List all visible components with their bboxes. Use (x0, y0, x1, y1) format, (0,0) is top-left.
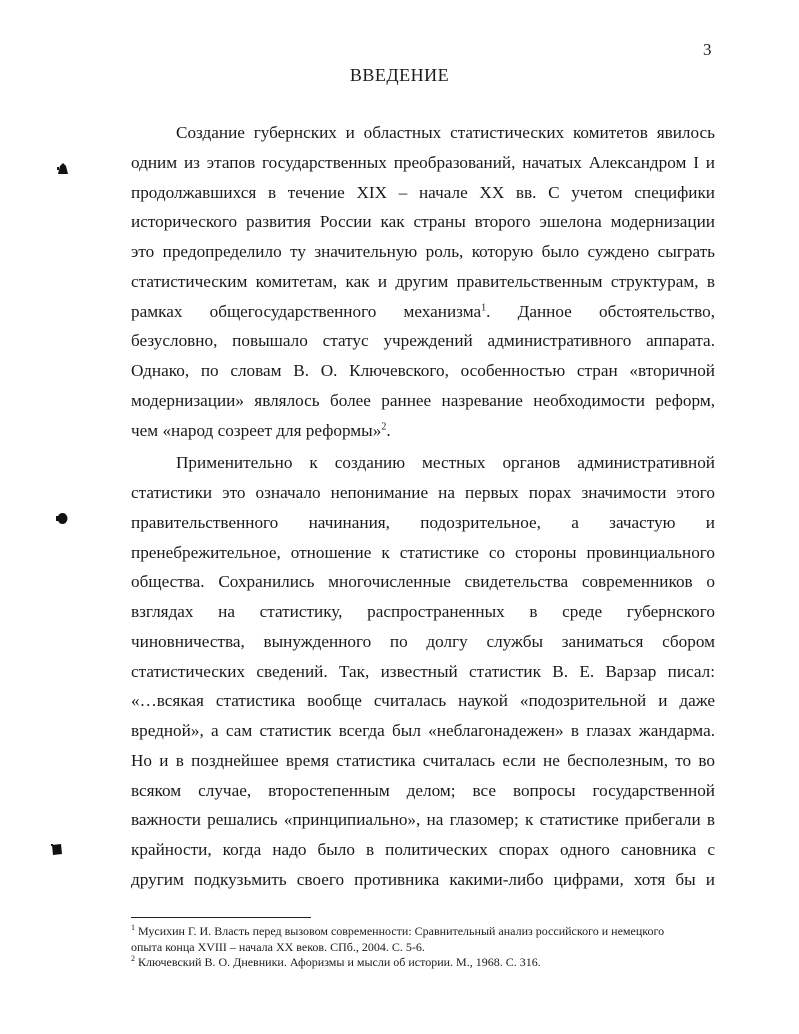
text-fragment: чем «народ созреет для реформы» (131, 420, 382, 440)
footnote-text: Мусихин Г. И. Власть перед вызовом современности: Сравнительный анализ российского и немецкого (138, 924, 665, 938)
footnote-text: Ключевский В. О. Дневники. Афоризмы и мысли об истории. М., 1968. С. 316. (138, 955, 541, 969)
binding-hole-mark-icon (57, 162, 69, 175)
text-line: модернизации» являлось более раннее назревание необходимости реформ, (131, 390, 715, 410)
footnotes (131, 924, 716, 971)
text-line: всяком случае, второстепенным делом; все вопросы государственной (131, 780, 715, 800)
footnote-mark: 1 (131, 923, 135, 932)
text-line: важности решались «принципиально», на глазомер; к статистике прибегали в (131, 810, 715, 830)
page-title: ВВЕДЕНИЕ (349, 65, 450, 85)
footnote-ref-2[interactable]: 2 (381, 420, 387, 432)
text-fragment: рамках общегосударственного механизма (131, 301, 482, 321)
text-fragment: . (386, 420, 391, 440)
text-line: Применительно к созданию местных органов административной (176, 453, 715, 473)
footnote-mark: 2 (131, 954, 135, 963)
text-line: крайности, когда надо было в политических спорах одного сановника с (131, 840, 715, 859)
text-line: правительственного начинания, подозрительное, а зачастую и (131, 512, 715, 532)
paragraph-2 (131, 448, 715, 894)
text-line: продолжавшихся в течение XIX – начале XX вв. С учетом специфики (131, 182, 715, 202)
text-line (131, 297, 715, 327)
text-line: это предопределило ту значительную роль, которую было суждено сыграть (131, 242, 715, 261)
text-line: чиновничества, вынужденного по долгу службы заниматься сбором (131, 631, 715, 651)
text-line: исторического развития России как страны второго эшелона модернизации (131, 212, 715, 232)
paragraph-1 (131, 118, 715, 445)
footnote-separator (131, 917, 311, 918)
text-line: вредной», а сам статистик всегда был «неблагонадежен» в глазах жандарма. (131, 721, 715, 740)
text-fragment: . Данное обстоятельство, (486, 301, 715, 321)
binding-hole-mark-icon (51, 843, 63, 856)
footnote-2 (131, 955, 716, 971)
text-line: статистики это означало непонимание на первых порах значимости этого (131, 483, 715, 502)
text-line: Однако, по словам В. О. Ключевского, особенностью стран «вторичной (131, 361, 715, 380)
page-number: 3 (703, 40, 712, 59)
binding-hole-mark-icon (56, 512, 68, 525)
text-line: статистических сведений. Так, известный статистик В. Е. Варзар писал: (131, 661, 715, 681)
text-line: другим подкузьмить своего противника какими-либо цифрами, хотя бы и (131, 869, 715, 889)
text-line: статистическим комитетам, как и другим правительственным структурам, в (131, 271, 715, 291)
body-text (131, 118, 715, 895)
text-line (131, 416, 715, 446)
footnote-1-continued: опыта конца XVIII – начала XX веков. СПб., 2004. С. 5-6. (131, 939, 425, 954)
footnote-ref-1[interactable]: 1 (481, 301, 487, 313)
text-line: пренебрежительное, отношение к статистике со стороны провинциального (131, 542, 715, 562)
text-line: взглядах на статистику, распространенных в среде губернского (131, 602, 715, 621)
text-line: общества. Сохранились многочисленные свидетельства современников о (131, 572, 715, 592)
text-line: «…всякая статистика вообще считалась наукой «подозрительной и даже (131, 691, 715, 711)
text-line: одним из этапов государственных преобразований, начатых Александром I и (131, 152, 715, 172)
text-line: Создание губернских и областных статистических комитетов явилось (176, 123, 715, 142)
text-line: Но и в позднейшее время статистика считалась если не бесполезным, то во (131, 750, 715, 770)
footnote-1 (131, 924, 716, 940)
text-line: безусловно, повышало статус учреждений административного аппарата. (131, 331, 715, 351)
